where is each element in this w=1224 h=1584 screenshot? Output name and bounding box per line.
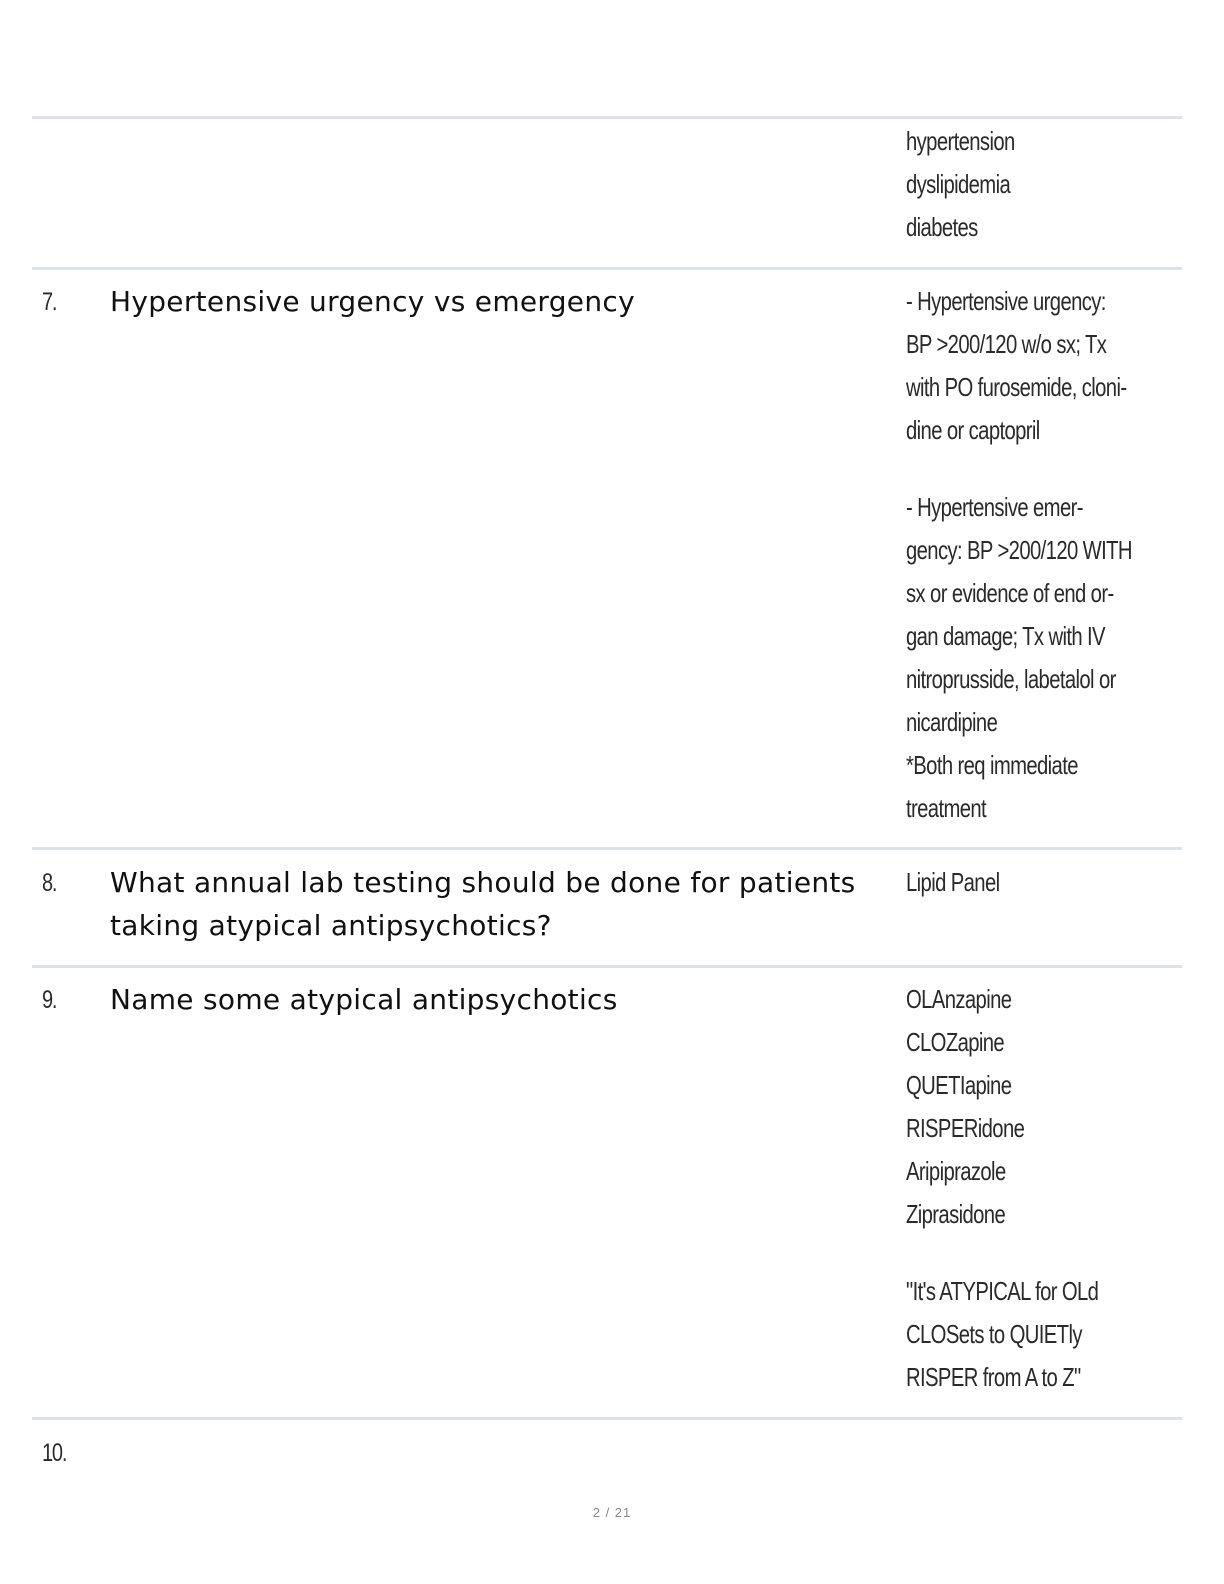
paragraph-gap: [906, 452, 1163, 486]
answer-line: - Hypertensive urgency:: [906, 286, 1106, 316]
answer-line: dyslipidemia: [906, 169, 1011, 199]
answer-line: CLOSets to QUIETly: [906, 1319, 1082, 1349]
answer-line: hypertension: [906, 126, 1015, 156]
answer-line: nicardipine: [906, 707, 998, 737]
row-divider: [32, 965, 1182, 968]
answer-line: OLAnzapine: [906, 984, 1012, 1014]
page-indicator: 2 / 21: [592, 1505, 632, 1520]
answer-line: diabetes: [906, 212, 978, 242]
question-text: Name some atypical antipsychotics: [110, 983, 618, 1016]
answer-line: with PO furosemide, cloni-: [906, 372, 1127, 402]
answer-line: *Both req immediate: [906, 750, 1078, 780]
paragraph-gap: [906, 1236, 1163, 1270]
answer-line: nitroprusside, labetalol or: [906, 664, 1116, 694]
question-text: What annual lab testing should be done for patients taking atypical antipsychotics?: [110, 866, 856, 942]
answer-line: Ziprasidone: [906, 1199, 1006, 1229]
question-number: 7.: [42, 288, 57, 316]
row-divider: [32, 1417, 1182, 1420]
answer-line: RISPERidone: [906, 1113, 1025, 1143]
answer-text: [906, 120, 1163, 249]
answer-line: "It's ATYPICAL for OLd: [906, 1276, 1099, 1306]
question-number: 10.: [42, 1439, 67, 1467]
question-number: 8.: [42, 869, 57, 897]
question-text: Hypertensive urgency vs emergency: [110, 285, 635, 318]
answer-line: BP >200/120 w/o sx; Tx: [906, 329, 1107, 359]
answer-text: [906, 978, 1163, 1399]
answer-text: [906, 861, 1163, 904]
answer-line: QUETIapine: [906, 1070, 1012, 1100]
row-divider: [32, 116, 1182, 119]
answer-line: CLOZapine: [906, 1027, 1005, 1057]
answer-line: treatment: [906, 793, 987, 823]
answer-text: [906, 280, 1163, 830]
answer-line: Aripiprazole: [906, 1156, 1006, 1186]
answer-line: gan damage; Tx with IV: [906, 621, 1105, 651]
row-divider: [32, 267, 1182, 270]
answer-line: RISPER from A to Z": [906, 1362, 1081, 1392]
answer-line: dine or captopril: [906, 415, 1040, 445]
answer-line: - Hypertensive emer-: [906, 492, 1083, 522]
answer-line: gency: BP >200/120 WITH: [906, 535, 1132, 565]
answer-line: sx or evidence of end or-: [906, 578, 1114, 608]
row-divider: [32, 847, 1182, 850]
answer-line: Lipid Panel: [906, 867, 1000, 897]
question-number: 9.: [42, 986, 57, 1014]
